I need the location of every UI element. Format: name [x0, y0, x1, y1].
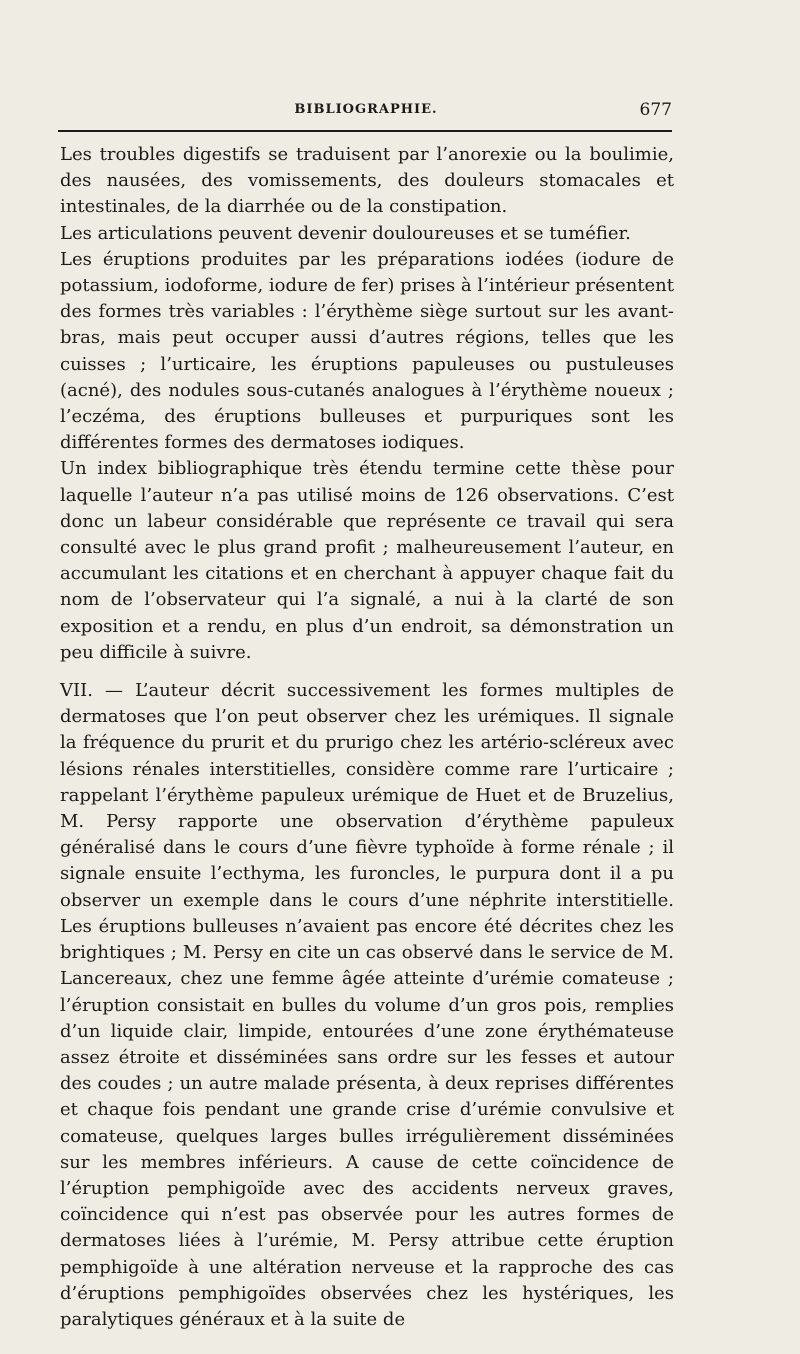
- running-title: BIBLIOGRAPHIE.: [294, 102, 438, 117]
- body-text: [60, 142, 674, 1333]
- paragraph-articulations: Les articulations peuvent devenir douloureuses et se tuméfier.: [60, 222, 631, 244]
- paragraph-section-vii: VII. — L’auteur décrit successivement les formes multiples de dermatoses que l’on peut observer chez les urémiques. Il signale la fréquence du prurit et du prurigo chez les artério-scléreux avec lésions rénales interstitielles, considère comme rare l’urticaire ; rappelant l’érythème papuleux urémique de Huet et de Bruzelius, M. Persy rapporte une observation d’érythème papuleux généralisé dans le cours d’une fièvre typhoïde à forme rénale ; il signale ensuite l’ecthyma, les furoncles, le purpura dont il a pu observer un exemple dans le cours d’une néphrite interstitielle. Les éruptions bulleuses n’avaient pas encore été décrites chez les brightiques ; M. Persy en cite un cas observé dans le service de M. Lancereaux, chez une femme âgée atteinte d’urémie comateuse ; l’éruption consistait en bulles du volume d’un gros pois, remplies d’un liquide clair, limpide, entourées d’une zone érythémateuse assez étroite et disséminées sans ordre sur les fesses et autour des coudes ; un autre malade présenta, à deux reprises différentes et chaque fois pendant une grande crise d’urémie convulsive et comateuse, quelques larges bulles irrégulièrement disséminées sur les membres inférieurs. A cause de cette coïncidence de l’éruption pemphigoïde avec des accidents nerveux graves, coïncidence qui n’est pas observée pour les autres formes de dermatoses liées à l’urémie, M. Persy attribue cette éruption pemphigoïde à une altération nerveuse et la rapproche des cas d’éruptions pemphigoïdes observées chez les hystériques, les paralytiques généraux et à la suite de: [60, 680, 674, 1330]
- paragraph-eruptions-iodees: Les éruptions produites par les préparations iodées (iodure de potassium, iodoforme, iodure de fer) prises à l’intérieur présentent des formes très variables : l’érythème siège surtout sur les avant-bras, mais peut occuper aussi d’autres régions, telles que les cuisses ; l’urticaire, les éruptions papuleuses ou pustuleuses (acné), des nodules sous-cutanés analogues à l’érythème noueux ; l’eczéma, des éruptions bulleuses et purpuriques sont les différentes formes des dermatoses iodiques.: [60, 248, 674, 454]
- paragraph-digestive: Les troubles digestifs se traduisent par l’anorexie ou la boulimie, des nausées, des vomissements, des douleurs stomacales et intestinales, de la diarrhée ou de la constipation.: [60, 144, 674, 218]
- page-number: 677: [639, 100, 672, 120]
- page-header: [60, 100, 672, 124]
- header-rule: [58, 130, 672, 132]
- paragraph-index-bibliographique: Un index bibliographique très étendu termine cette thèse pour laquelle l’auteur n’a pas utilisé moins de 126 observations. C’est donc un labeur considérable que représente ce travail qui sera consulté avec le plus grand profit ; malheureusement l’auteur, en accumulant les citations et en cherchant à appuyer chaque fait du nom de l’observateur qui l’a signalé, a nui à la clarté de son exposition et a rendu, en plus d’un endroit, sa démonstration un peu difficile à suivre.: [60, 458, 674, 663]
